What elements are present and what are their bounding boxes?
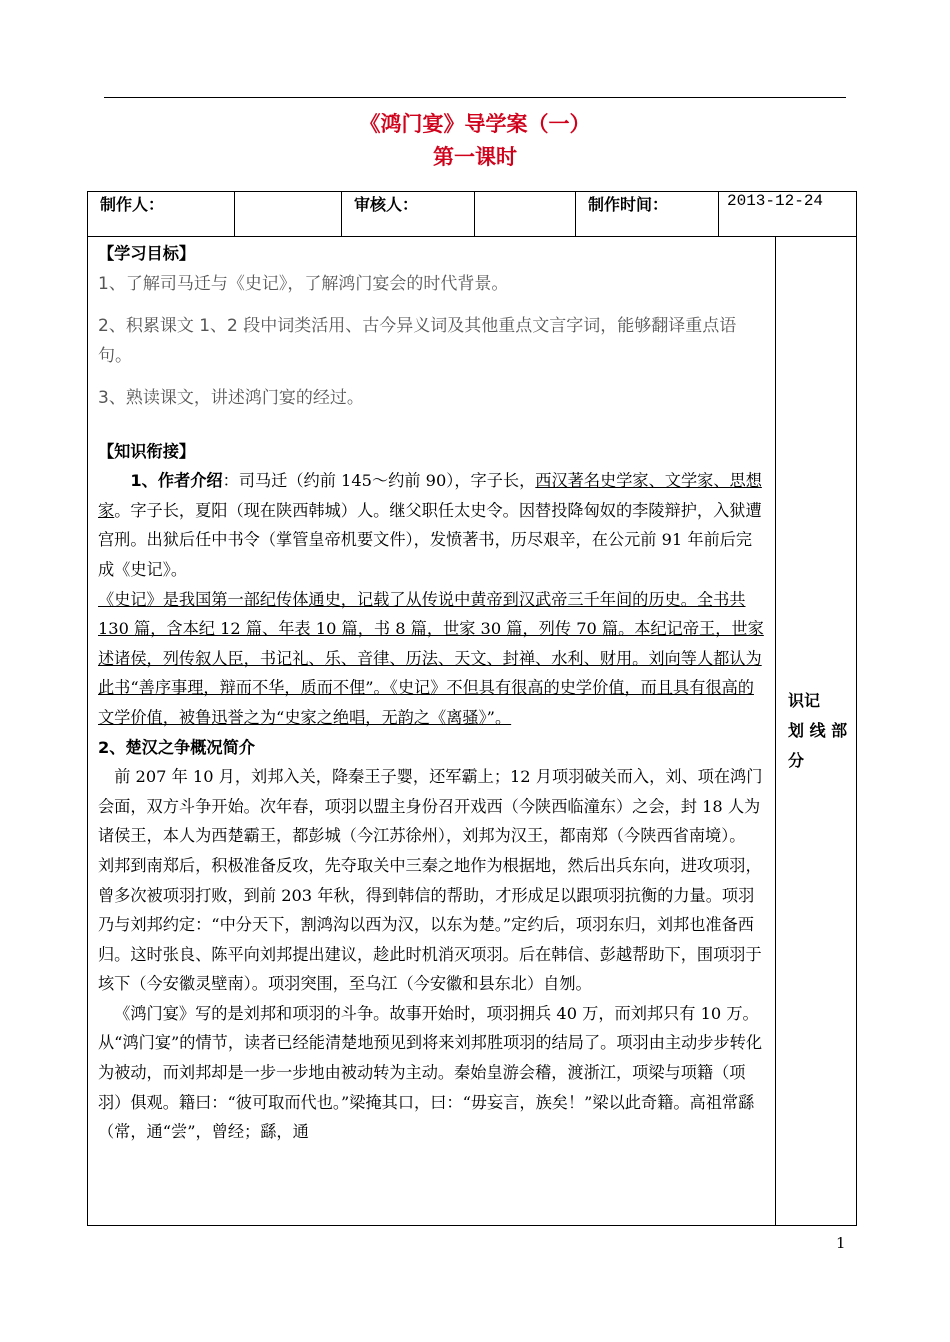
knowledge-heading: 【知识衔接】: [98, 441, 196, 461]
side-note: [788, 686, 852, 776]
objective-item: 2、积累课文 1、2 段中词类活用、古今异义词及其他重点文言字词，能够翻译重点语句。: [98, 315, 737, 366]
main-content-cell: [88, 237, 776, 1226]
objective-item: 3、熟读课文，讲述鸿门宴的经过。: [98, 387, 364, 408]
objective-item: 1、了解司马迁与《史记》，了解鸿门宴会的时代背景。: [98, 273, 509, 294]
side-note-line: 分: [788, 751, 805, 770]
author-paragraph: [98, 466, 767, 584]
document-subtitle: 第一课时: [433, 145, 517, 169]
document-title: 《鸿门宴》导学案（一）: [359, 112, 591, 136]
author-label: 1、作者介绍: [130, 471, 223, 491]
author-text-rest: 。字子长，夏阳（现在陕西韩城）人。继父职任太史令。因替投降匈奴的李陵辩护，入狱遭宫刑。出狱后任中书令（掌管皇帝机要文件），发愤著书，历尽艰辛，在公元前 91 年前后完成《史记》。: [98, 500, 762, 579]
war-paragraph: 《鸿门宴》写的是刘邦和项羽的斗争。故事开始时，项羽拥兵 40 万，而刘邦只有 10 万。从“鸿门宴”的情节，读者已经能清楚地预见到将来刘邦胜项羽的结局了。项羽由主动步步转化为被动，而刘邦却是一步一步地由被动转为主动。秦始皇游会稽，渡浙江，项梁与项籍（项羽）俱观。籍曰：“彼可取而代也。”梁掩其口，曰：“毋妄言，族矣！”梁以此奇籍。高祖常繇（常，通“尝”，曾经；繇，通: [98, 1003, 763, 1142]
time-label: 制作时间：: [576, 192, 719, 237]
war-heading: 2、楚汉之争概况简介: [98, 737, 255, 757]
side-note-cell: [776, 237, 857, 1226]
war-paragraph: 前 207 年 10 月，刘邦入关，降秦王子婴，还军霸上；12 月项羽破关而入，刘、项在鸿门会面，双方斗争开始。次年春，项羽以盟主身份召开戏西（今陕西临潼东）之会，封 18 人为诸侯王，本人为西楚霸王，都彭城（今江苏徐州），刘邦为汉王，都南郑（今陕西省南境）。: [98, 767, 763, 846]
lesson-table: [87, 191, 857, 1226]
reviewer-value: [475, 192, 576, 237]
maker-value: [235, 192, 342, 237]
side-note-line: 划 线 部: [788, 721, 848, 740]
reviewer-label: 审核人：: [342, 192, 475, 237]
time-value: 2013-12-24: [719, 192, 857, 237]
header-rule: [104, 97, 846, 98]
shiji-paragraph: 《史记》是我国第一部纪传体通史，记载了从传说中黄帝到汉武帝三千年间的历史。全书共 130 篇，含本纪 12 篇、年表 10 篇，书 8 篇，世家 30 篇，列传 70 篇。本纪记帝王，世家述诸侯，列传叙人臣，书记礼、乐、音律、历法、天文、封禅、水利、财用。刘向等人都认为此书“善序事理，辩而不华，质而不俚”。《史记》不但具有很高的史学价值，而且具有很高的文学价值，被鲁迅誉之为“史家之绝唱，无韵之《离骚》”。: [98, 589, 764, 727]
content-row: [88, 237, 857, 1226]
side-note-line: 识记: [788, 691, 821, 710]
objectives-heading: 【学习目标】: [98, 244, 196, 263]
author-underline: 西汉著名史学家、文学家、思想家: [98, 471, 762, 520]
maker-label: 制作人：: [88, 192, 235, 237]
main-content: [88, 237, 775, 1225]
page-number: 1: [836, 1234, 846, 1252]
war-paragraph: 刘邦到南郑后，积极准备反攻，先夺取关中三秦之地作为根据地，然后出兵东向，进攻项羽，曾多次被项羽打败，到前 203 年秋，得到韩信的帮助，才形成足以跟项羽抗衡的力量。项羽乃与刘邦约定：“中分天下，割鸿沟以西为汉，以东为楚。”定约后，项羽东归，刘邦也准备西归。这时张良、陈平向刘邦提出建议，趁此时机消灭项羽。后在韩信、彭越帮助下，围项羽于垓下（今安徽灵壁南）。项羽突围，至乌江（今安徽和县东北）自刎。: [98, 855, 762, 994]
info-row: [88, 192, 857, 237]
author-text: ：司马迁（约前 145～约前 90），字子长，: [222, 471, 536, 491]
